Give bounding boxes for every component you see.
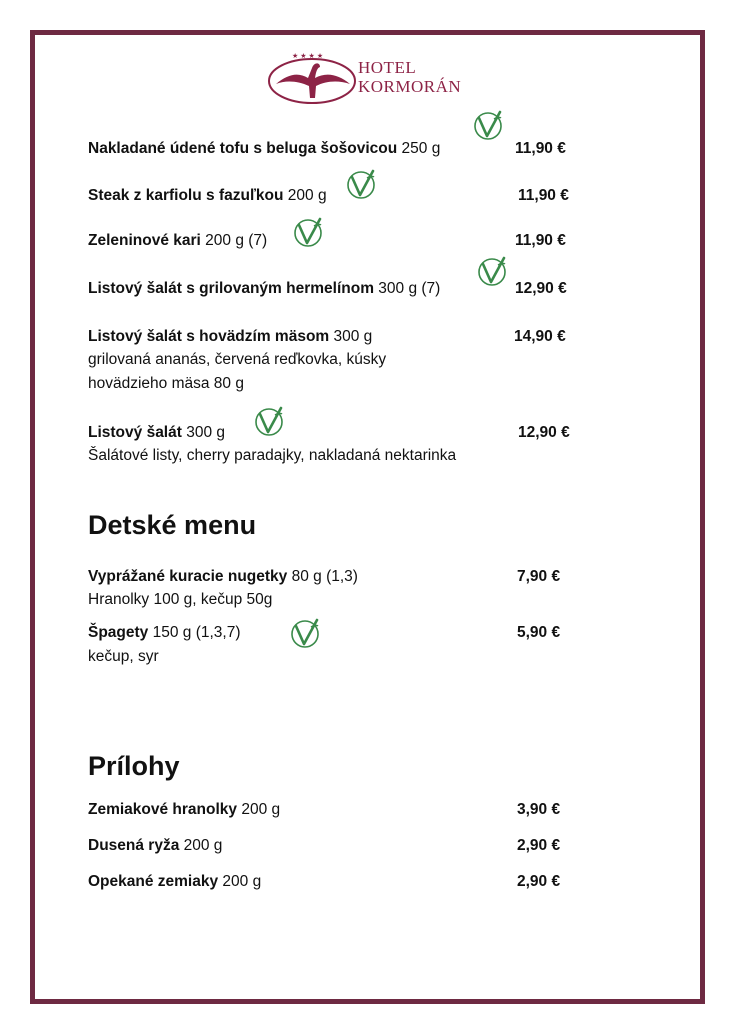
section-heading-kids: Detské menu bbox=[88, 510, 257, 540]
item-detail: 200 g bbox=[179, 837, 223, 854]
item-price: 11,90 € bbox=[515, 140, 566, 157]
item-price: 12,90 € bbox=[515, 280, 567, 297]
item-price: 2,90 € bbox=[517, 873, 561, 890]
vegan-v-icon bbox=[289, 617, 321, 649]
menu-item bbox=[88, 278, 440, 299]
item-price: 14,90 € bbox=[514, 328, 566, 345]
menu-item bbox=[88, 138, 440, 159]
menu-item bbox=[88, 422, 225, 443]
item-price: 7,90 € bbox=[517, 568, 561, 585]
item-price: 11,90 € bbox=[518, 187, 569, 204]
menu-item bbox=[88, 799, 280, 820]
item-price: 2,90 € bbox=[517, 837, 561, 854]
item-price: 5,90 € bbox=[517, 624, 561, 641]
item-price: 3,90 € bbox=[517, 801, 561, 818]
item-description: grilovaná ananás, červená reďkovka, kúsky bbox=[88, 351, 387, 368]
item-name: Zemiakové hranolky bbox=[88, 801, 238, 818]
item-description: kečup, syr bbox=[88, 648, 159, 665]
item-detail: 200 g bbox=[283, 187, 327, 204]
item-price: 12,90 € bbox=[518, 424, 570, 441]
item-detail: 200 g bbox=[218, 873, 262, 890]
vegan-v-icon bbox=[472, 109, 504, 141]
vegan-v-icon bbox=[345, 168, 377, 200]
menu-item bbox=[88, 622, 241, 643]
menu-item bbox=[88, 566, 358, 587]
item-description: hovädzieho mäsa 80 g bbox=[88, 375, 244, 392]
item-name: Listový šalát bbox=[88, 424, 182, 441]
menu-item bbox=[88, 230, 267, 251]
menu-item bbox=[88, 871, 261, 892]
item-name: Listový šalát s hovädzím mäsom bbox=[88, 328, 330, 345]
menu-item bbox=[88, 185, 327, 206]
item-detail: 300 g bbox=[181, 424, 226, 441]
item-name: Zeleninové kari bbox=[88, 232, 201, 249]
item-name: Dusená ryža bbox=[88, 837, 180, 854]
item-detail: 250 g bbox=[397, 140, 441, 157]
section-heading-sides: Prílohy bbox=[88, 751, 180, 781]
item-detail: 150 g (1,3,7) bbox=[148, 624, 241, 641]
hotel-brand bbox=[358, 58, 461, 96]
item-detail: 200 g bbox=[237, 801, 281, 818]
item-description: Šalátové listy, cherry paradajky, nakladaná nektarinka bbox=[88, 447, 457, 464]
item-price: 11,90 € bbox=[515, 232, 566, 249]
item-detail: 300 g bbox=[329, 328, 373, 345]
vegan-v-icon bbox=[253, 405, 285, 437]
item-name: Špagety bbox=[88, 624, 149, 641]
item-name: Opekané zemiaky bbox=[88, 873, 219, 890]
vegan-v-icon bbox=[476, 255, 508, 287]
item-name: Vyprážané kuracie nugetky bbox=[88, 568, 288, 585]
item-description: Hranolky 100 g, kečup 50g bbox=[88, 591, 273, 608]
hotel-stars: ★★★★ bbox=[292, 52, 326, 60]
menu-item bbox=[88, 835, 222, 856]
item-detail: 300 g (7) bbox=[374, 280, 441, 297]
menu-item bbox=[88, 326, 372, 347]
item-name: Steak z karfiolu s fazuľkou bbox=[88, 187, 284, 204]
vegan-v-icon bbox=[292, 216, 324, 248]
brand-line-2: KORMORÁN bbox=[358, 77, 462, 96]
item-detail: 200 g (7) bbox=[200, 232, 268, 249]
item-detail: 80 g (1,3) bbox=[287, 568, 358, 585]
brand-line-1: HOTEL bbox=[358, 58, 417, 77]
item-name: Listový šalát s grilovaným hermelínom bbox=[88, 280, 374, 297]
item-name: Nakladané údené tofu s beluga šošovicou bbox=[88, 140, 398, 157]
